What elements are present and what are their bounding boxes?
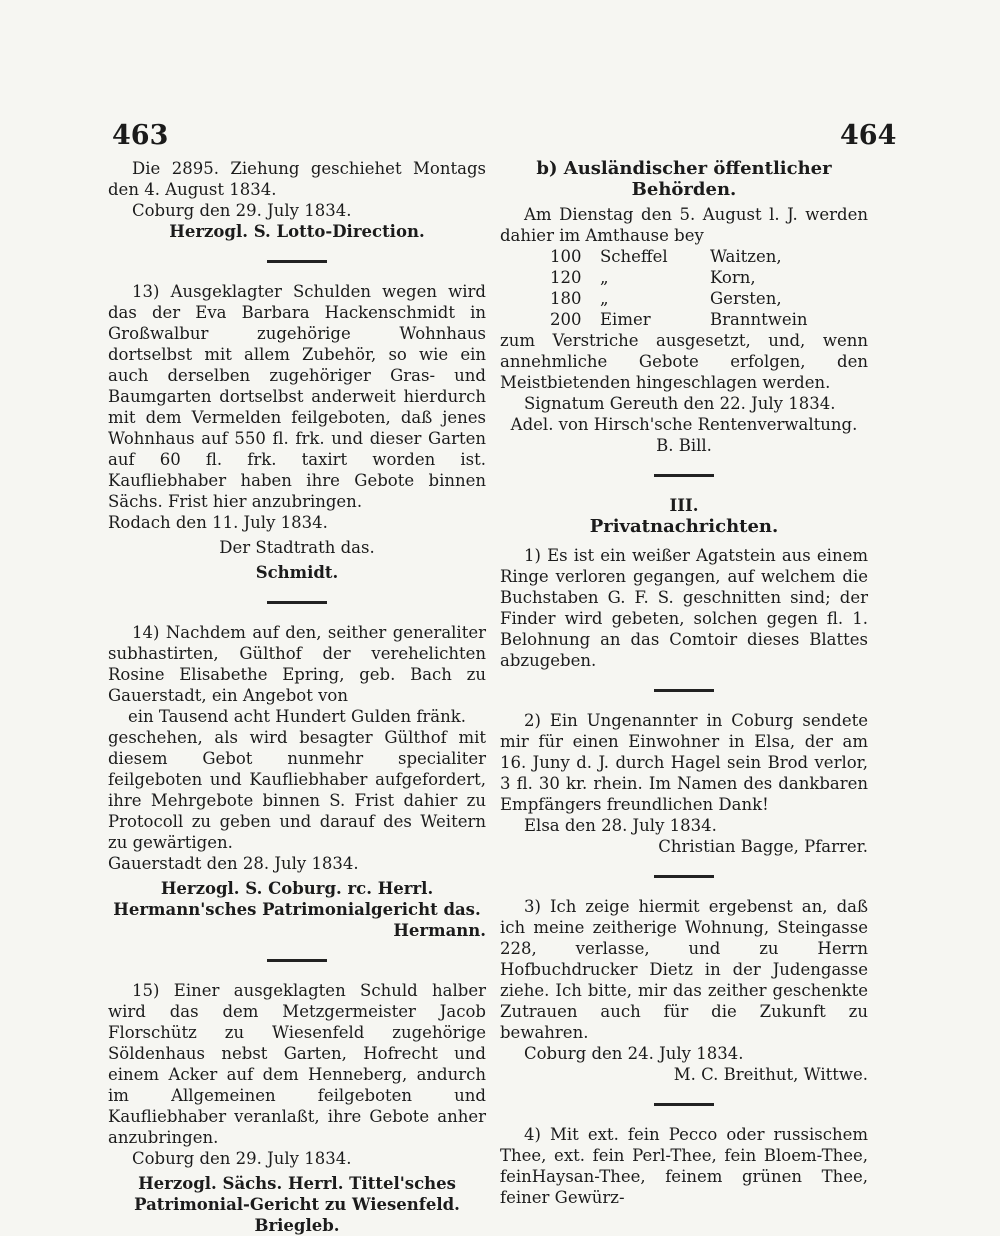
left-column — [108, 158, 486, 1236]
item-quantity: 200 — [550, 310, 582, 329]
lottery-date: Coburg den 29. July 1834. — [132, 201, 352, 220]
notice-14-date: Gauerstadt den 28. July 1834. — [108, 854, 359, 873]
lottery-signature: Herzogl. S. Lotto-Direction. — [169, 222, 425, 241]
notice-14-signature: Hermann. — [393, 921, 486, 940]
page-number-left: 463 — [112, 120, 169, 151]
notice-2-date: Elsa den 28. July 1834. — [524, 816, 717, 835]
item-unit: Eimer — [600, 310, 651, 329]
item-unit: „ — [600, 268, 609, 287]
notice-14-text-cont: geschehen, als wird besagter Gülthof mit diesem Gebot nunmehr specialiter feilgeboten und Kaufliebhaber aufgefordert, ihre Mehrgebote binnen S. Frist dahier zu Protocoll zu geben und darauf des Weitern zu gewärtigen. — [108, 728, 486, 852]
item-commodity: Branntwein — [710, 310, 808, 329]
list-item — [500, 288, 868, 309]
section-divider — [267, 601, 327, 604]
auction-intro: Am Dienstag den 5. August l. J. werden dahier im Amthause bey — [500, 205, 868, 245]
auction-text: zum Verstriche ausgesetzt, und, wenn annehmliche Gebote erfolgen, den Meistbietenden hingeschlagen werden. — [500, 331, 868, 392]
notice-13-authority: Der Stadtrath das. — [219, 538, 375, 557]
section-title: Privatnachrichten. — [589, 516, 779, 537]
notice-14-text: 14) Nachdem auf den, seither generaliter subhastirten, Gülthof der verehelichten Rosine Elisabethe Epring, geb. Bach zu Gauerstadt, ein Angebot von — [108, 623, 486, 705]
notice-14-amount: ein Tausend acht Hundert Gulden fränk. — [127, 707, 467, 726]
notice-13-date: Rodach den 11. July 1834. — [108, 513, 328, 532]
notice-3-signature: M. C. Breithut, Wittwe. — [673, 1065, 868, 1084]
section-divider — [267, 260, 327, 263]
section-b-heading: b) Ausländischer öffentlicher Behörden. — [536, 158, 832, 200]
item-commodity: Waitzen, — [710, 247, 782, 266]
notice-2-signature: Christian Bagge, Pfarrer. — [658, 837, 868, 856]
list-item — [500, 309, 868, 330]
auction-authority: Adel. von Hirsch'sche Rentenverwaltung. — [510, 415, 858, 434]
notice-15-authority: Herzogl. Sächs. Herrl. Tittel'sches Patrimonial-Gericht zu Wiesenfeld. — [134, 1174, 460, 1214]
auction-signature: B. Bill. — [656, 436, 712, 455]
notice-14-authority: Herzogl. S. Coburg. rc. Herrl. Hermann'sches Patrimonialgericht das. — [113, 879, 481, 919]
notice-13-signature: Schmidt. — [255, 563, 339, 582]
item-commodity: Gersten, — [710, 289, 782, 308]
list-item — [500, 246, 868, 267]
section-divider — [654, 1103, 714, 1106]
item-quantity: 100 — [550, 247, 582, 266]
notice-2-text: 2) Ein Ungenannter in Coburg sendete mir für einen Einwohner in Elsa, der am 16. Juny d. J. durch Hagel sein Brod verlor, 3 fl. 30 kr. rhein. Im Namen des dankbaren Empfängers freundlichen Dank! — [500, 711, 868, 814]
notice-3-text: 3) Ich zeige hiermit ergebenst an, daß ich meine zeitherige Wohnung, Steingasse 228, verlasse, und zu Herrn Hofbuchdrucker Dietz in der Judengasse ziehe. Ich bitte, mir das zeither geschenkte Zutrauen auch für die Zukunft zu bewahren. — [500, 897, 868, 1042]
item-commodity: Korn, — [710, 268, 756, 287]
lottery-notice: Die 2895. Ziehung geschiehet Montags den 4. August 1834. — [108, 159, 486, 199]
page-number-right: 464 — [840, 120, 897, 151]
notice-15-signature: Briegleb. — [254, 1216, 340, 1235]
notice-3-date: Coburg den 24. July 1834. — [524, 1044, 744, 1063]
notice-1-text: 1) Es ist ein weißer Agatstein aus einem Ringe verloren gegangen, auf welchem die Buchstaben G. F. S. geschnitten sind; der Finder wird gebeten, solchen gegen fl. 1. Belohnung an das Comtoir dieses Blattes abzugeben. — [500, 546, 868, 670]
list-item — [500, 267, 868, 288]
right-column — [500, 158, 868, 1208]
section-divider — [654, 689, 714, 692]
section-divider — [654, 875, 714, 878]
item-quantity: 120 — [550, 268, 582, 287]
notice-4-text: 4) Mit ext. fein Pecco oder russischem Thee, ext. fein Perl-Thee, fein Bloem-Thee, feinHaysan-Thee, feinem grünen Thee, feiner Gewürz- — [500, 1125, 868, 1207]
item-quantity: 180 — [550, 289, 582, 308]
item-unit: „ — [600, 289, 609, 308]
notice-15-date: Coburg den 29. July 1834. — [132, 1149, 352, 1168]
notice-13-text: 13) Ausgeklagter Schulden wegen wird das der Eva Barbara Hackenschmidt in Großwalbur zugehörige Wohnhaus dortselbst mit allem Zubehör, so wie ein auch derselben zugehöriger Gras- und Baumgarten dortselbst anderweit hierdurch mit dem Vermelden feilgeboten, daß jenes Wohnhaus auf 550 fl. frk. und dieser Garten auf 60 fl. frk. taxirt worden ist. Kaufliebhaber haben ihre Gebote binnen Sächs. Frist hier anzubringen. — [108, 282, 486, 511]
section-divider — [267, 959, 327, 962]
auction-list — [500, 246, 868, 330]
notice-15-text: 15) Einer ausgeklagten Schuld halber wird das dem Metzgermeister Jacob Florschütz zu Wiesenfeld zugehörige Söldenhaus nebst Garten, Hofrecht und einem Acker auf dem Henneberg, andurch im Allgemeinen feilgeboten und Kaufliebhaber veranlaßt, ihre Gebote anher anzubringen. — [108, 981, 486, 1147]
item-unit: Scheffel — [600, 247, 668, 266]
section-divider — [654, 474, 714, 477]
auction-date: Signatum Gereuth den 22. July 1834. — [524, 394, 836, 413]
section-number: III. — [669, 496, 699, 515]
